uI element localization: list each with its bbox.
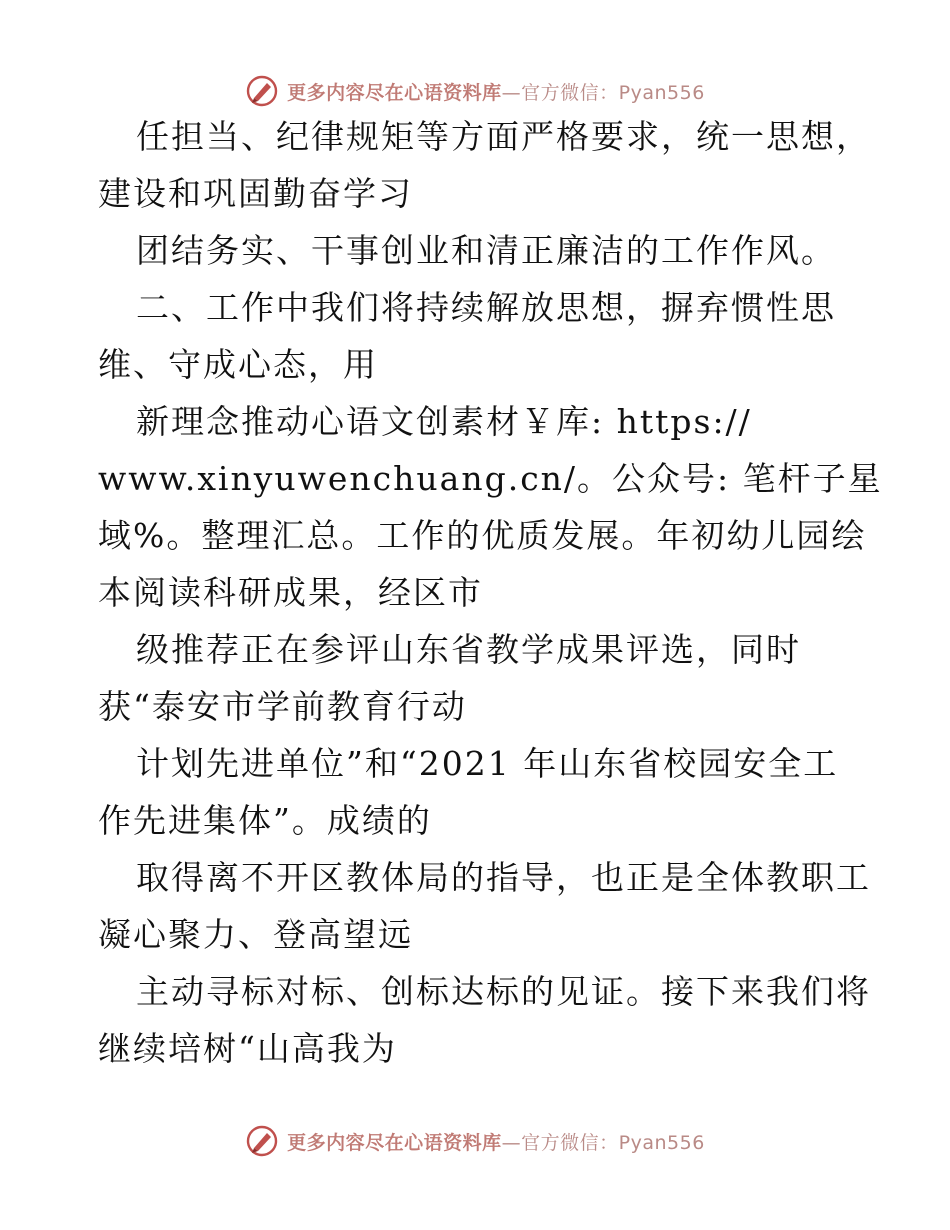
- text-line: 取得离不开区教体局的指导，也正是全体教职工: [136, 858, 871, 897]
- text-line: 凝心聚力、登高望远: [98, 915, 413, 954]
- text-line: 二、工作中我们将持续解放思想，摒弃惯性思: [136, 288, 836, 327]
- text-line: 级推荐正在参评山东省教学成果评选，同时: [136, 630, 801, 669]
- pen-logo-icon: [245, 1124, 279, 1158]
- watermark-text: 更多内容尽在心语资料库—官方微信：Pyan556: [287, 1131, 705, 1154]
- text-line: 域%。整理汇总。工作的优质发展。年初幼儿园绘: [98, 516, 867, 555]
- header-watermark: [0, 74, 950, 108]
- text-line: 本阅读科研成果，经区市: [98, 573, 483, 612]
- text-line: 新理念推动心语文创素材￥库: https://: [136, 402, 752, 441]
- text-line: 任担当、纪律规矩等方面严格要求，统一思想，: [136, 117, 871, 156]
- footer-watermark: [0, 1124, 950, 1158]
- watermark-text: 更多内容尽在心语资料库—官方微信：Pyan556: [287, 81, 705, 104]
- document-body: [98, 117, 883, 1089]
- text-line: 作先进集体”。成绩的: [98, 801, 432, 840]
- pen-logo-icon: [245, 74, 279, 108]
- text-line: www.xinyuwenchuang.cn/。公众号: 笔杆子星: [98, 459, 883, 498]
- text-line: 计划先进单位”和“2021 年山东省校园安全工: [136, 744, 839, 783]
- text-line: 团结务实、干事创业和清正廉洁的工作作风。: [136, 231, 836, 270]
- text-line: 主动寻标对标、创标达标的见证。接下来我们将: [136, 972, 871, 1011]
- text-line: 建设和巩固勤奋学习: [98, 174, 413, 213]
- text-line: 继续培树“山高我为: [98, 1029, 397, 1068]
- text-line: 维、守成心态，用: [98, 345, 378, 384]
- text-line: 获“泰安市学前教育行动: [98, 687, 467, 726]
